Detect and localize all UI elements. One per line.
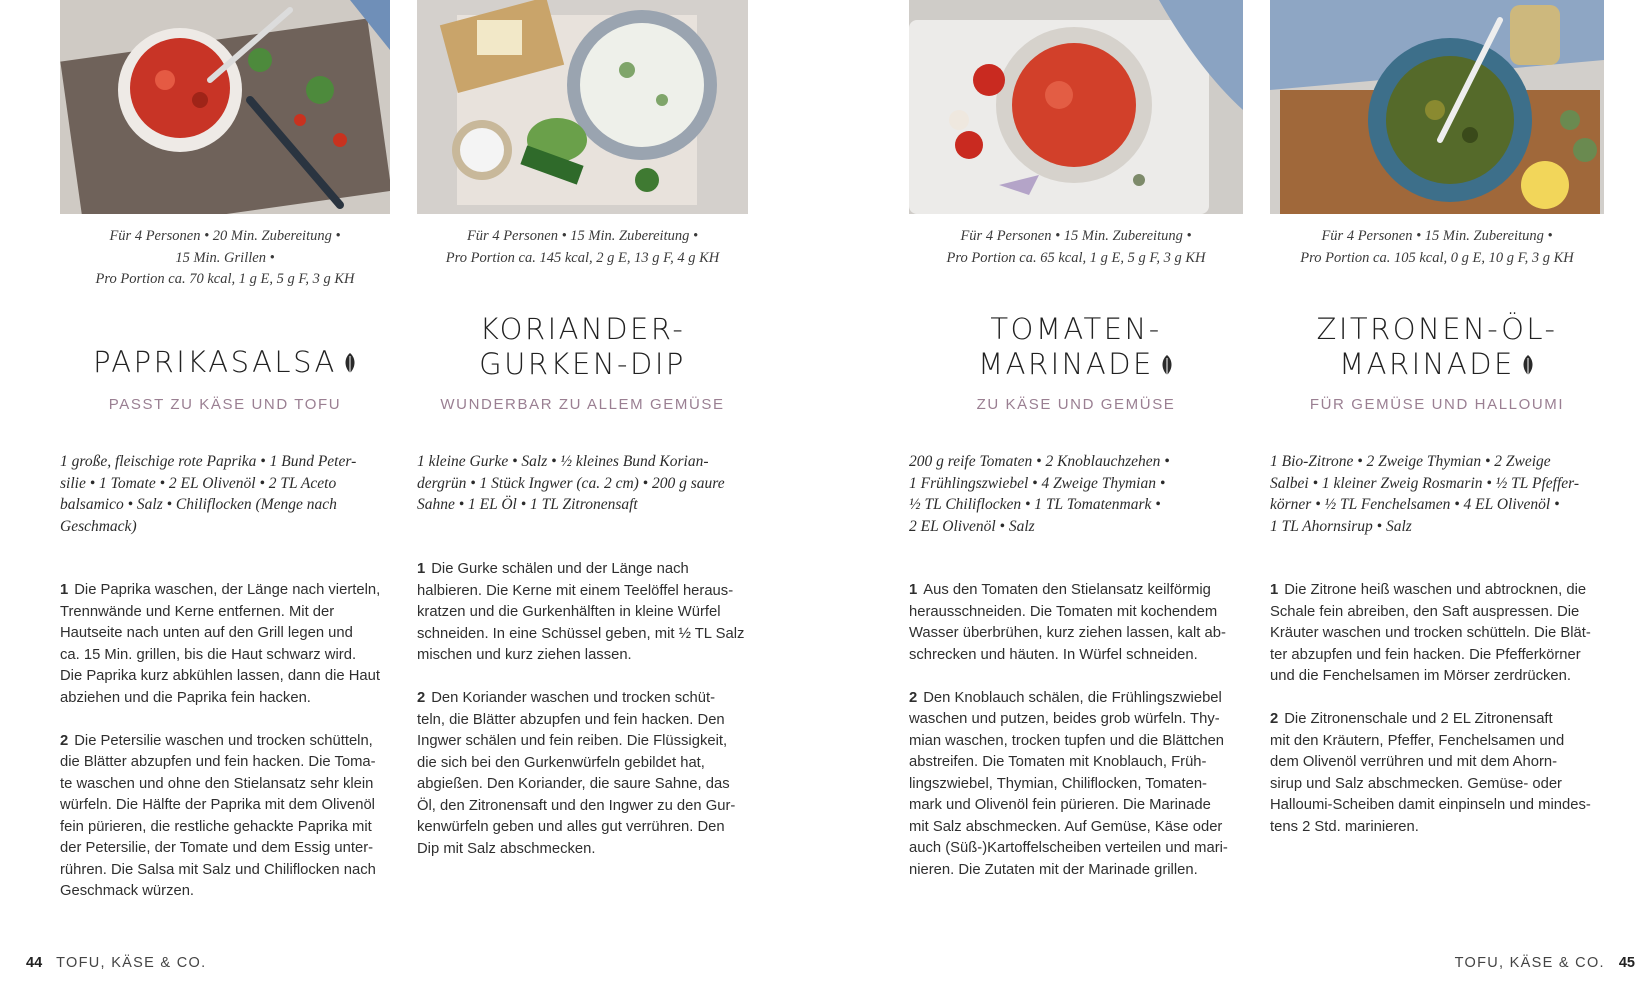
recipe-paprikasalsa — [60, 0, 390, 899]
recipe-subtitle: WUNDERBAR ZU ALLEM GEMÜSE — [440, 396, 725, 413]
step-list — [60, 580, 390, 924]
recipe-info: Für 4 Personen • 15 Min. Zubereitung • Pro Portion ca. 105 kcal, 0 g E, 10 g F, 3 g KH — [1300, 228, 1574, 266]
step: 2 Die Petersilie waschen und trocken schütteln, die Blätter abzupfen und fein hacken. Die Toma- te waschen und ohne den Stielansatz sehr klein würfeln. Die Hälfte der Paprika mit dem Olivenöl fein pürieren, die restliche gehackte Paprika mit der Petersilie, der Tomate und dem Essig unter- rühren. Die Salsa mit Salz und Chiliflocken nach Geschmack würzen. — [60, 732, 376, 899]
ingredient-list: 1 Bio-Zitrone • 2 Zweige Thymian • 2 Zweige Salbei • 1 kleiner Zweig Rosmarin • ½ TL Pfeffer- körner • ½ TL Fenchelsamen • 4 EL Olivenöl • 1 TL Ahornsirup • Salz — [1270, 453, 1580, 535]
recipe-info: Für 4 Personen • 15 Min. Zubereitung • Pro Portion ca. 145 kcal, 2 g E, 13 g F, 4 g KH — [445, 228, 720, 266]
section-name: TOFU, KÄSE & CO. — [56, 955, 207, 971]
page-number: 44 — [26, 955, 43, 971]
recipe-zitronen-oel-marinade — [1270, 0, 1604, 835]
recipe-koriander-gurken-dip — [417, 0, 748, 857]
recipe-title: PAPRIKASALSA — [60, 345, 390, 382]
tomaten-marinade-photo — [909, 0, 1243, 214]
recipe-subtitle: ZU KÄSE UND GEMÜSE — [976, 396, 1176, 413]
step-list — [417, 559, 748, 882]
recipe-title: ZITRONEN-ÖL- MARINADE — [1270, 312, 1604, 384]
step: 1 Die Gurke schälen und der Länge nach halbieren. Die Kerne mit einem Teelöffel heraus- kratzen und die Gurkenhälften in kleine Würfel schneiden. In eine Schüssel geben, mit ½ TL Salz mischen und kurz ziehen lassen. — [417, 561, 745, 663]
page-footer-right — [1455, 955, 1635, 971]
step: 1 Aus den Tomaten den Stielansatz keilförmig herausschneiden. Die Tomaten mit kochendem Wasser überbrühen, kurz ziehen lassen, kalt ab- schrecken und häuten. In Würfel schneiden. — [909, 582, 1226, 663]
leaf-icon — [1160, 349, 1174, 384]
recipe-info: Für 4 Personen • 15 Min. Zubereitung • Pro Portion ca. 65 kcal, 1 g E, 5 g F, 3 g KH — [946, 228, 1206, 266]
step: 2 Die Zitronenschale und 2 EL Zitronensaft mit den Kräutern, Pfeffer, Fenchelsamen und dem Olivenöl verrühren und mit dem Ahorn- sirup und Salz abschmecken. Gemüse- oder Halloumi-Scheiben damit einpinseln und mindes- tens 2 Std. marinieren. — [1270, 711, 1591, 835]
page-footer-left — [26, 955, 206, 971]
step-list — [909, 580, 1243, 903]
recipe-title: KORIANDER- GURKEN-DIP — [479, 312, 686, 381]
recipe-tomaten-marinade — [909, 0, 1243, 878]
step: 1 Die Paprika waschen, der Länge nach vierteln, Trennwände und Kerne entfernen. Mit der Hautseite nach unten auf den Grill legen und ca. 15 Min. grillen, bis die Haut schwarz wird. Die Paprika kurz abkühlen lassen, dann die Haut abziehen und die Paprika fein hacken. — [60, 582, 381, 706]
ingredient-list: 1 kleine Gurke • Salz • ½ kleines Bund Korian- dergrün • 1 Stück Ingwer (ca. 2 cm) • 200 g saure Sahne • 1 EL Öl • 1 TL Zitronensaft — [417, 453, 725, 513]
koriander-gurken-dip-photo — [417, 0, 748, 214]
ingredient-list: 200 g reife Tomaten • 2 Knoblauchzehen • 1 Frühlingszwiebel • 4 Zweige Thymian • ½ TL Chiliflocken • 1 TL Tomatenmark • 2 EL Olivenöl • Salz — [909, 453, 1170, 535]
leaf-icon — [1521, 349, 1535, 384]
section-name: TOFU, KÄSE & CO. — [1454, 955, 1605, 971]
zitronen-oel-marinade-photo — [1270, 0, 1604, 214]
page-number: 45 — [1618, 955, 1635, 971]
step-list — [1270, 580, 1604, 860]
leaf-icon — [343, 347, 357, 382]
step: 2 Den Koriander waschen und trocken schüt- teln, die Blätter abzupfen und fein hacken. Den Ingwer schälen und fein reiben. Die Flüssigkeit, die sich bei den Gurkenwürfeln gebildet hat, abgießen. Den Koriander, die saure Sahne, das Öl, den Zitronensaft und den Ingwer zu den Gur- kenwürfeln geben und alles gut verrühren. Den Dip mit Salz abschmecken. — [417, 690, 736, 857]
ingredient-list: 1 große, fleischige rote Paprika • 1 Bund Peter- silie • 1 Tomate • 2 EL Olivenöl • 2 TL Aceto balsamico • Salz • Chiliflocken (Menge nach Geschmack) — [60, 453, 357, 535]
recipe-title: TOMATEN- MARINADE — [909, 312, 1243, 384]
step: 2 Den Knoblauch schälen, die Frühlingszwiebel waschen und putzen, beides grob würfeln. Thy- mian waschen, trocken tupfen und die Blättchen abstreifen. Die Tomaten mit Knoblauch, Früh- lingszwiebel, Thymian, Chiliflocken, Tomaten- mark und Olivenöl fein pürieren. Die Marinade mit Salz abschmecken. Auf Gemüse, Käse oder auch (Süß-)Kartoffelscheiben verteilen und mari- nieren. Die Zutaten mit der Marinade grillen. — [909, 689, 1228, 878]
recipe-info: Für 4 Personen • 20 Min. Zubereitung • 15 Min. Grillen • Pro Portion ca. 70 kcal, 1 g E, 5 g F, 3 g KH — [95, 228, 355, 287]
paprikasalsa-photo — [60, 0, 390, 214]
step: 1 Die Zitrone heiß waschen und abtrocknen, die Schale fein abreiben, den Saft auspressen. Die Kräuter waschen und trocken schütteln. Die Blät- ter abzupfen und fein hacken. Die Pfefferkörner und die Fenchelsamen im Mörser zerdrücken. — [1270, 582, 1591, 684]
recipe-subtitle: FÜR GEMÜSE UND HALLOUMI — [1309, 396, 1565, 413]
recipe-subtitle: PASST ZU KÄSE UND TOFU — [108, 396, 342, 413]
